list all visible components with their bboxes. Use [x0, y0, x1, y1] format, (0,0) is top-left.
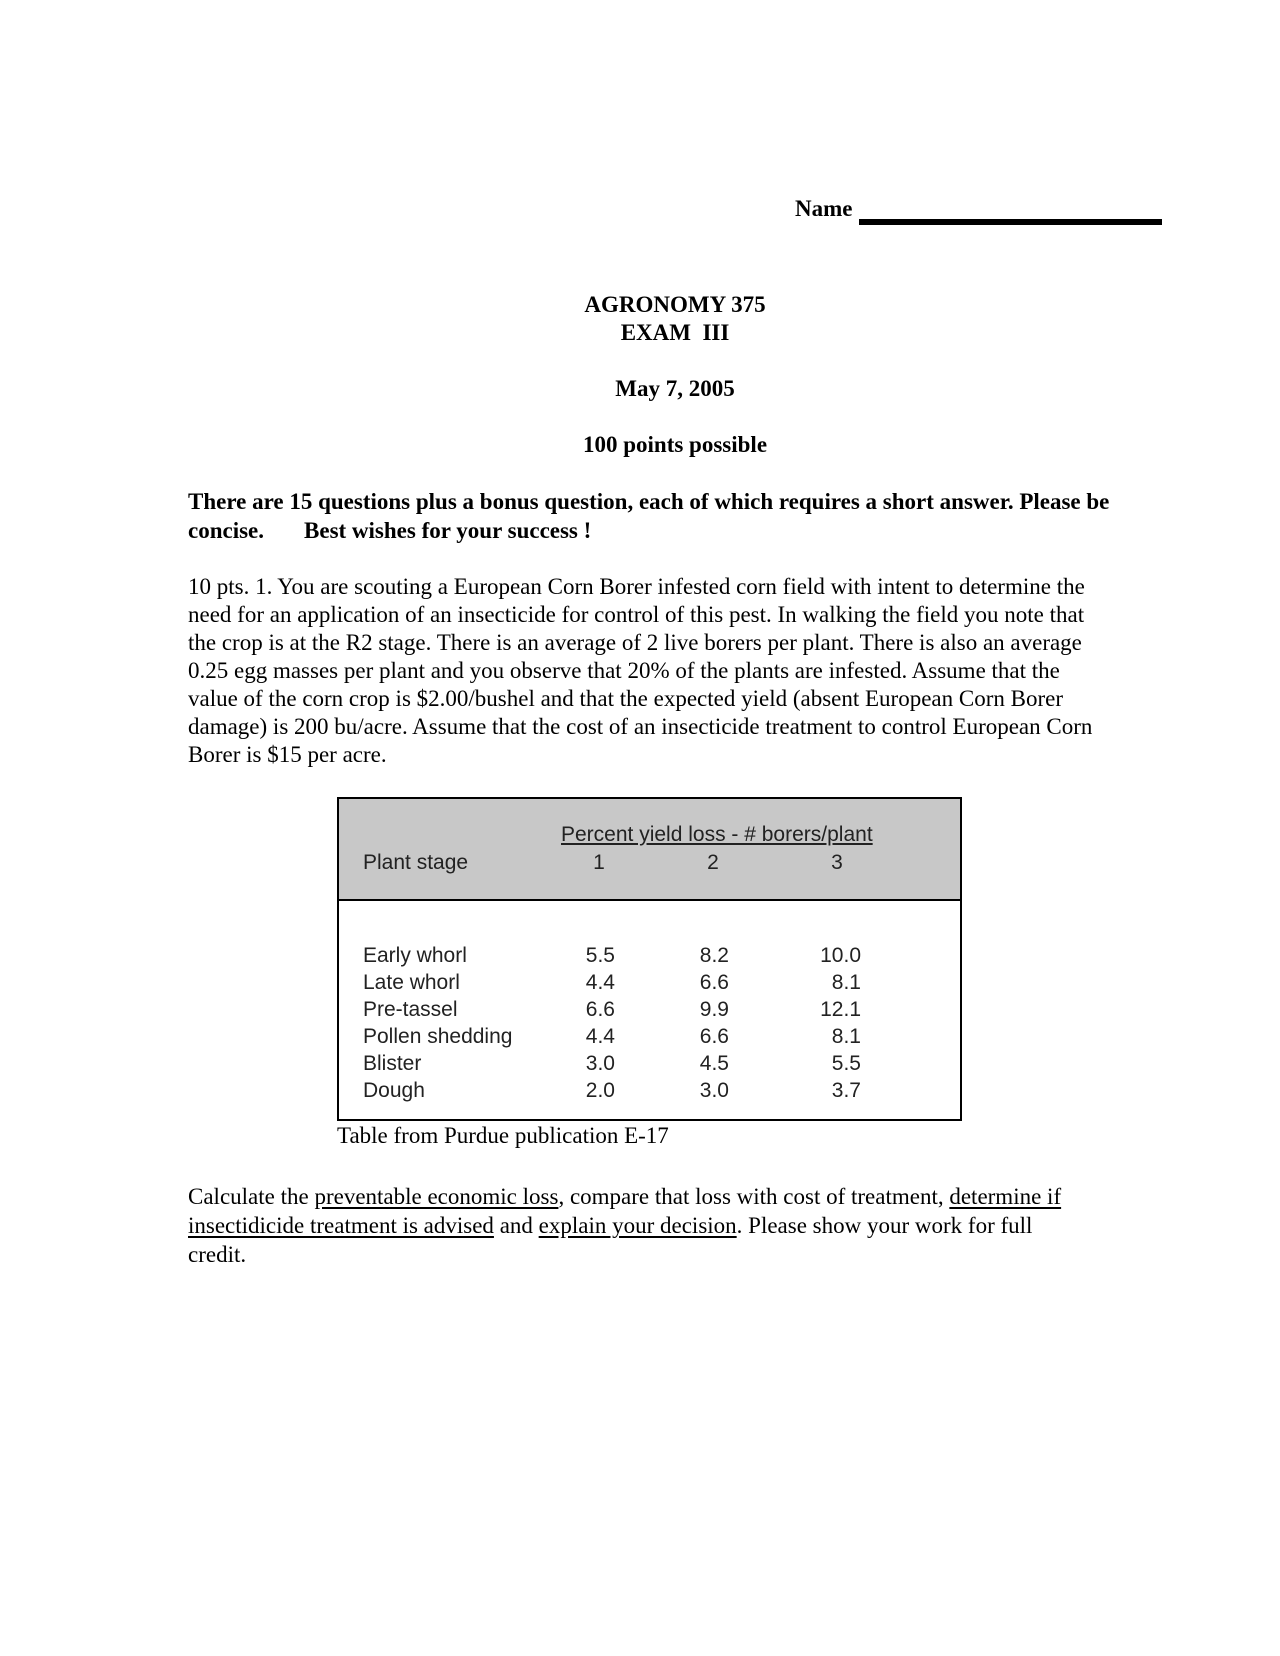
- best-wishes-text: Best wishes for your success !: [304, 518, 592, 543]
- value-cell: 5.5: [585, 944, 615, 967]
- value-cell: 6.6: [699, 1025, 729, 1048]
- name-answer-line: [859, 219, 1162, 225]
- explain-decision-emphasis: explain your decision: [538, 1213, 737, 1238]
- exam-date: May 7, 2005: [615, 376, 735, 401]
- preventable-loss-emphasis: preventable economic loss: [314, 1184, 559, 1209]
- plant-stage-cell: Blister: [363, 1052, 422, 1075]
- instructions-text-2: , compare that loss with cost of treatment,: [558, 1184, 950, 1209]
- value-cell: 4.4: [585, 1025, 615, 1048]
- instructions-text-3: and: [493, 1213, 539, 1238]
- plant-stage-cell: Early whorl: [363, 944, 467, 967]
- value-cell: 3.0: [585, 1052, 615, 1075]
- plant-stage-cell: Late whorl: [363, 971, 460, 994]
- treatment-advised-emphasis: determine if insectidicide treatment is advised: [188, 1184, 1062, 1238]
- table-row: [339, 1077, 960, 1104]
- plant-stage-cell: Dough: [363, 1079, 425, 1102]
- table-row: [339, 996, 960, 1023]
- plant-stage-cell: Pre-tassel: [363, 998, 458, 1021]
- name-label: Name: [795, 196, 853, 221]
- plant-stage-cell: Pollen shedding: [363, 1025, 513, 1048]
- value-cell: 6.6: [585, 998, 615, 1021]
- instructions-text-1: Calculate the: [188, 1184, 315, 1209]
- value-cell: 5.5: [831, 1052, 861, 1075]
- question-1-instructions: [188, 1182, 1088, 1269]
- value-cell: 2.0: [585, 1079, 615, 1102]
- exam-title: EXAM III: [620, 320, 730, 345]
- value-cell: 3.0: [699, 1079, 729, 1102]
- course-title: AGRONOMY 375: [584, 292, 766, 317]
- table-body: [339, 942, 960, 1104]
- yield-loss-table: [337, 797, 962, 1121]
- value-cell: 9.9: [699, 998, 729, 1021]
- exam-instructions: [188, 487, 1168, 545]
- value-cell: 3.7: [831, 1079, 861, 1102]
- value-cell: 4.5: [699, 1052, 729, 1075]
- value-cell: 10.0: [820, 944, 861, 967]
- table-row: [339, 1050, 960, 1077]
- column-header: 2: [707, 851, 719, 874]
- table-row: [339, 969, 960, 996]
- table-caption: Table from Purdue publication E-17: [337, 1123, 669, 1148]
- value-cell: 6.6: [699, 971, 729, 994]
- table-row: [339, 942, 960, 969]
- question-1-text: 10 pts. 1. You are scouting a European Corn Borer infested corn field with intent to determine the need for an application of an insecticide for control of this pest. In walking the field you note that the crop is at the R2 stage. There is an average of 2 live borers per plant. There is also an average 0.25 egg masses per plant and you observe that 20% of the plants are infested. Assume that the value of the corn crop is $2.00/bushel and that the expected yield (absent European Corn Borer damage) is 200 bu/acre. Assume that the cost of an insecticide treatment to control European Corn Borer is $15 per acre.: [188, 574, 1093, 767]
- percent-yield-loss-header: Percent yield loss - # borers/plant: [561, 823, 873, 846]
- table-header: [339, 799, 960, 901]
- value-cell: 12.1: [820, 998, 861, 1021]
- column-header: 1: [593, 851, 605, 874]
- value-cell: 8.1: [831, 971, 861, 994]
- table-row: [339, 1023, 960, 1050]
- column-header: 3: [831, 851, 843, 874]
- instructions-text-4: . Please show your work for full credit.: [188, 1213, 1033, 1267]
- value-cell: 8.2: [699, 944, 729, 967]
- value-cell: 4.4: [585, 971, 615, 994]
- points-possible: 100 points possible: [582, 432, 768, 457]
- plant-stage-header: Plant stage: [363, 851, 469, 874]
- value-cell: 8.1: [831, 1025, 861, 1048]
- instructions-text: There are 15 questions plus a bonus question, each of which requires a short answer. Please be concise.: [188, 489, 1110, 543]
